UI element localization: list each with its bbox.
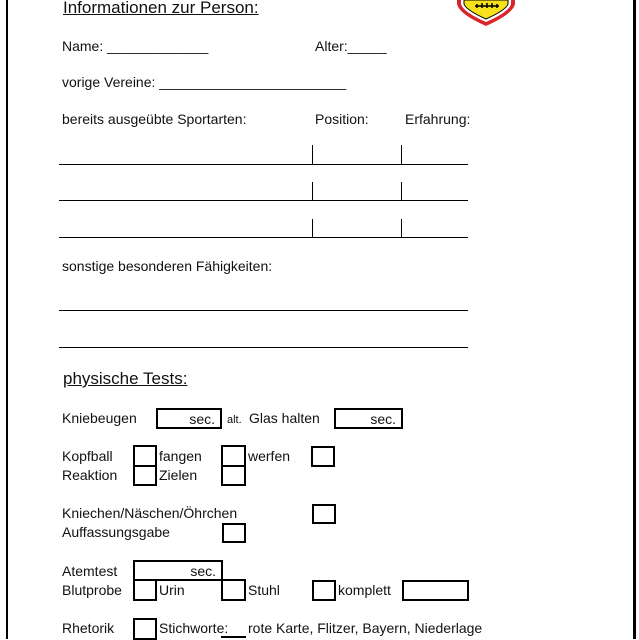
keywords-label: Stichworte:: [159, 620, 229, 636]
aim-checkbox[interactable]: [221, 465, 246, 486]
stool-label: Stuhl: [248, 582, 280, 598]
sports-column-divider: [312, 219, 313, 237]
section-heading-person: Informationen zur Person:: [63, 0, 259, 17]
header-label: Kopfball: [62, 448, 113, 464]
experience-label: Erfahrung:: [405, 111, 471, 127]
position-label: Position:: [315, 111, 369, 127]
other-skills-label: sonstige besonderen Fähigkeiten:: [62, 258, 273, 274]
glass-unit: sec.: [370, 411, 396, 427]
comprehension-checkbox[interactable]: [222, 523, 246, 543]
page-border-right: [633, 0, 636, 639]
other-skills-line-2[interactable]: [59, 347, 468, 348]
keywords-underline: [221, 636, 246, 638]
throw-label: werfen: [248, 448, 291, 464]
section-heading-tests: physische Tests:: [63, 369, 188, 388]
sports-column-divider: [401, 219, 402, 237]
glass-input[interactable]: [334, 408, 403, 429]
other-skills-line-1[interactable]: [59, 310, 468, 311]
age-field-label[interactable]: Alter:_____: [315, 38, 387, 54]
club-crest-logo: [455, 0, 517, 28]
squats-unit: sec.: [189, 411, 215, 427]
catch-checkbox[interactable]: [221, 445, 246, 467]
knees-checkbox[interactable]: [312, 504, 336, 524]
alt-label: alt.: [227, 414, 242, 426]
catch-label: fangen: [159, 448, 202, 464]
urine-label: Urin: [159, 582, 185, 598]
sports-row-line-3[interactable]: [59, 237, 468, 238]
throw-checkbox[interactable]: [311, 446, 335, 467]
blood-label: Blutprobe: [62, 582, 122, 598]
name-field-label[interactable]: Name: _____________: [62, 38, 209, 54]
squats-input[interactable]: [156, 408, 222, 429]
sports-row-line-1[interactable]: [59, 164, 468, 165]
rhetoric-checkbox[interactable]: [133, 618, 157, 640]
comprehension-label: Auffassungsgabe: [62, 524, 170, 540]
complete-input[interactable]: [402, 580, 469, 601]
complete-label: komplett: [338, 582, 391, 598]
aim-label: Zielen: [159, 467, 198, 483]
reaction-checkbox[interactable]: [133, 465, 157, 486]
keywords-value: rote Karte, Flitzer, Bayern, Niederlage: [248, 620, 483, 636]
sports-column-divider: [312, 182, 313, 200]
breath-unit: sec.: [190, 563, 216, 579]
sports-label: bereits ausgeübte Sportarten:: [62, 111, 247, 127]
urine-checkbox[interactable]: [221, 579, 246, 601]
reaction-label: Reaktion: [62, 467, 118, 483]
sports-column-divider: [312, 145, 313, 164]
glass-label: Glas halten: [249, 410, 320, 426]
breath-input[interactable]: [133, 560, 223, 581]
rhetoric-label: Rhetorik: [62, 620, 115, 636]
knees-label: Kniechen/Näschen/Öhrchen: [62, 505, 238, 521]
sports-column-divider: [401, 145, 402, 164]
breath-label: Atemtest: [62, 563, 118, 579]
page-border-left: [6, 0, 8, 639]
squats-label: Kniebeugen: [62, 410, 137, 426]
header-checkbox[interactable]: [133, 445, 157, 467]
sports-row-line-2[interactable]: [59, 200, 468, 201]
blood-checkbox[interactable]: [133, 579, 157, 601]
stool-checkbox[interactable]: [312, 580, 336, 601]
sports-column-divider: [401, 182, 402, 200]
previous-clubs-field-label[interactable]: vorige Vereine: ________________________: [62, 74, 347, 90]
